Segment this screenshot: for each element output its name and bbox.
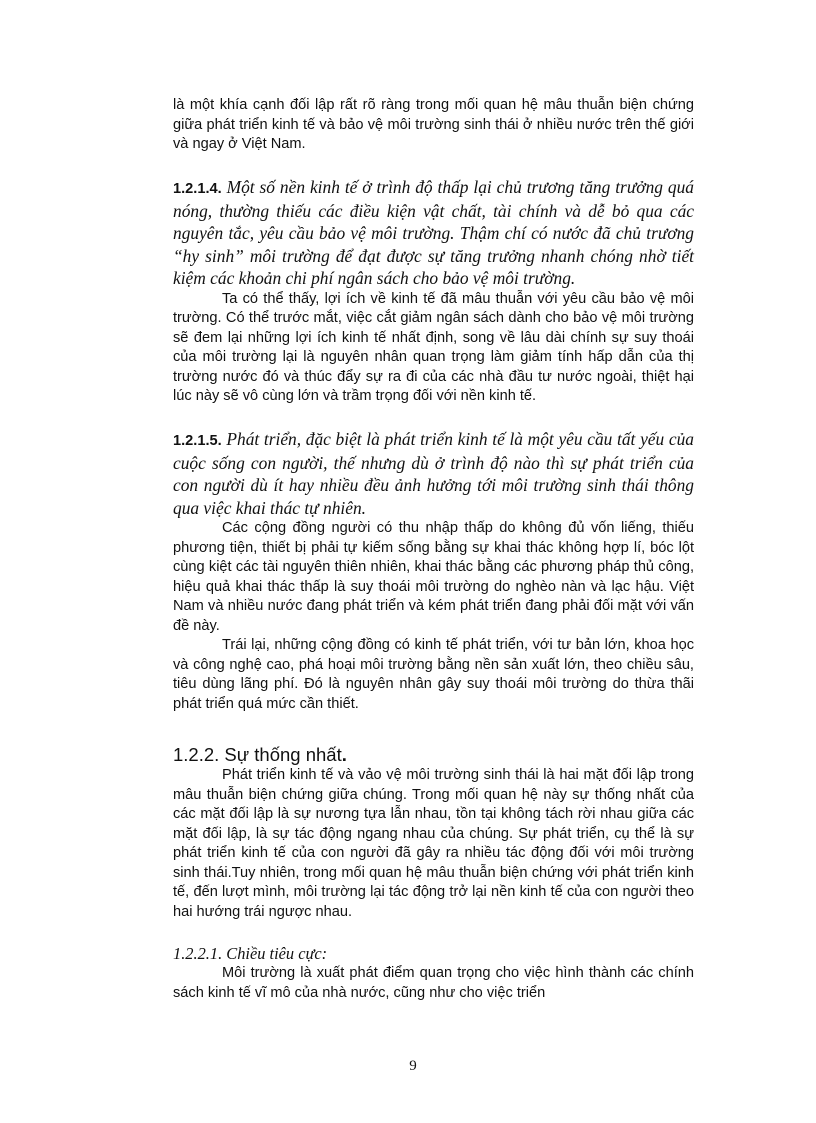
- page-number: 9: [409, 1058, 417, 1074]
- section-1214-body: Ta có thể thấy, lợi ích về kinh tế đã mâu thuẫn với yêu cầu bảo vệ môi trường. Có thể trước mắt, việc cắt giảm ngân sách dành cho bảo vệ môi trường sẽ đem lại những lợi ích kinh tế nhất định, song về lâu dài chính sự suy thoái của môi trường lại là nguyên nhân quan trọng làm giảm tính hấp dẫn của thị trường nước đó và thúc đẩy sự ra đi của các nhà đầu tư nước ngoài, thiệt hại lúc này sẽ vô cùng lớn và trầm trọng đối với nền kinh tế.: [173, 290, 694, 405]
- section-122-title-text: 1.2.2. Sự thống nhất: [173, 744, 342, 766]
- section-1214-heading: [173, 176, 694, 290]
- document-page: [173, 96, 694, 1003]
- section-122-title: [173, 744, 694, 766]
- section-1214-number: 1.2.1.4.: [173, 180, 222, 197]
- section-1215-heading-text: Phát triển, đặc biệt là phát triển kinh tế là một yêu cầu tất yếu của cuộc sống con người, thế nhưng dù ở trình độ nào thì sự phát triển của con người dù ít hay nhiều đều ảnh hưởng tới môi trường sinh thái thông qua việc khai thác tự nhiên.: [173, 428, 694, 518]
- section-122-title-dot: .: [341, 744, 347, 766]
- section-122-body: Phát triển kinh tế và vảo vệ môi trường sinh thái là hai mặt đối lập trong mâu thuẫn biện chứng giữa chúng. Trong mối quan hệ này sự thống nhất của các mặt đối lập là sự nương tựa lẫn nhau, tồn tại không tách rời nhau giữa các mặt đối lập, là sự tác động ngang nhau của chúng. Sự phát triển, cụ thể là sự phát triển kinh tế của con người đã gây ra nhiều tác động đối với môi trường sinh thái.Tuy nhiên, trong mối quan hệ mâu thuẫn biện chứng với phát triển kinh tế, đến lượt mình, môi trường lại tác động trở lại nền kinh tế của con người theo hai hướng trái ngược nhau.: [173, 767, 694, 920]
- section-1215-heading: [173, 428, 694, 520]
- section-1221-title: 1.2.2.1. Chiều tiêu cực:: [173, 944, 328, 964]
- spacer: [173, 407, 694, 428]
- spacer: [173, 155, 694, 176]
- section-1215-body-2: Trái lại, những cộng đồng có kinh tế phát triển, với tư bản lớn, khoa học và công nghệ cao, phá hoại môi trường bằng nền sản xuất lớn, theo chiều sâu, tiêu dùng lãng phí. Đó là nguyên nhân gây suy thoái môi trường do thừa thãi phát triển quá mức cần thiết.: [173, 637, 694, 712]
- section-1221-body: Môi trường là xuất phát điểm quan trọng cho việc hình thành các chính sách kinh tế vĩ mô của nhà nước, cũng như cho việc triển: [173, 965, 694, 1001]
- section-1215-number: 1.2.1.5.: [173, 432, 222, 449]
- section-1214-heading-text: Một số nền kinh tế ở trình độ thấp lại chủ trương tăng trưởng quá nóng, thường thiếu các điều kiện vật chất, tài chính và dễ bỏ qua các nguyên tắc, yêu cầu bảo vệ môi trường. Thậm chí có nước đã chủ trương “hy sinh” môi trường để đạt được sự tăng trưởng nhanh chóng nhờ tiết kiệm các khoản chi phí ngân sách cho bảo vệ môi trường.: [173, 176, 694, 289]
- spacer: [173, 922, 694, 943]
- intro-paragraph: là một khía cạnh đối lập rất rõ ràng trong mối quan hệ mâu thuẫn biện chứng giữa phát triển kinh tế và bảo vệ môi trường sinh thái ở nhiều nước trên thế giới và ngay ở Việt Nam.: [173, 97, 694, 152]
- section-1215-body-1: Các cộng đồng người có thu nhập thấp do không đủ vốn liếng, thiếu phương tiện, thiết bị phải tự kiếm sống bằng sự khai thác không hợp lí, bóc lột cùng kiệt các tài nguyên thiên nhiên, khai thác bằng các phương pháp thủ công, hiệu quả khai thác thấp là suy thoái môi trường do nghèo nàn và lạc hậu. Việt Nam và nhiều nước đang phát triển và kém phát triển đang phải đối mặt với vấn đề này.: [173, 520, 694, 634]
- spacer: [173, 714, 694, 744]
